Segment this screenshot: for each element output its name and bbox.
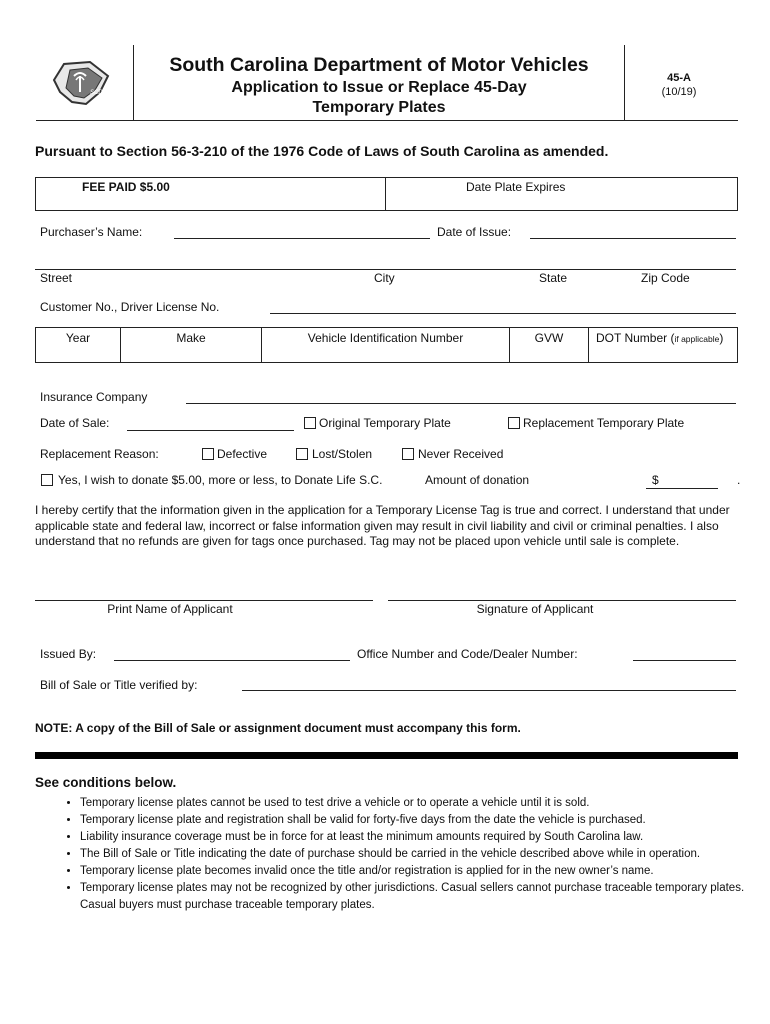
condition-item: • Temporary license plate and registration shall be valid for forty-five days from the date the vehicle is purchased. [80, 812, 760, 829]
date-of-sale-label: Date of Sale: [40, 416, 110, 430]
form-date: (10/19) [661, 86, 697, 98]
issued-by-label: Issued By: [40, 647, 97, 661]
date-of-issue-field[interactable] [530, 238, 736, 239]
form-number: 45-A [667, 72, 691, 84]
never-received-checkbox[interactable] [402, 448, 414, 460]
form-title-line2: Temporary Plates [312, 99, 446, 116]
customer-number-label: Customer No., Driver License No. [40, 300, 220, 314]
note-text: NOTE: A copy of the Bill of Sale or assignment document must accompany this form. [35, 721, 521, 735]
replacement-temporary-plate-checkbox[interactable] [508, 417, 520, 429]
condition-item: • Temporary license plates may not be recognized by other jurisdictions. Casual sellers cannot purchase traceable temporary plates. Casual buyers must purchase traceable temporary plates. [80, 880, 760, 914]
date-of-sale-field[interactable] [127, 430, 294, 431]
street-label: Street [40, 271, 73, 285]
print-name-label: Print Name of Applicant [107, 602, 233, 616]
dot-if-applicable: if applicable [674, 334, 720, 344]
make-header: Make [176, 331, 206, 345]
address-field[interactable] [35, 269, 736, 270]
donate-life-checkbox[interactable] [41, 474, 53, 486]
fee-paid-label: FEE PAID $5.00 [82, 180, 170, 194]
never-received-label: Never Received [418, 447, 504, 461]
donation-period: . [737, 473, 741, 487]
fee-box-divider [385, 177, 386, 210]
svg-text:SCDMV: SCDMV [90, 90, 112, 96]
certification-text: I hereby certify that the information given in the application for a Temporary License Tag is true and correct. I understand that under applicable state and federal law, incorrect or false information given may result in civil liability and civil or criminal penalties. I also understand that no refunds are given for tags once purchased. Tag may not be placed upon vehicle until sale is complete. [35, 503, 730, 548]
gvw-header: GVW [534, 331, 564, 345]
agency-title: South Carolina Department of Motor Vehicles [169, 54, 589, 76]
donate-life-label: Yes, I wish to donate $5.00, more or less, to Donate Life S.C. [58, 473, 383, 487]
thick-divider [35, 752, 738, 759]
signature-label: Signature of Applicant [476, 602, 594, 616]
defective-label: Defective [217, 447, 268, 461]
dollar-sign: $ [652, 473, 659, 487]
dot-number-header [596, 331, 723, 345]
insurance-company-label: Insurance Company [40, 390, 148, 404]
vin-header: Vehicle Identification Number [307, 331, 464, 345]
bill-of-sale-field[interactable] [242, 690, 736, 691]
statute-text: Pursuant to Section 56-3-210 of the 1976 Code of Laws of South Carolina as amended. [35, 143, 609, 159]
print-name-field[interactable] [35, 600, 373, 601]
signature-field[interactable] [388, 600, 736, 601]
date-plate-expires-label: Date Plate Expires [466, 180, 566, 194]
customer-number-field[interactable] [270, 313, 736, 314]
condition-item: • Temporary license plate becomes invalid once the title and/or registration is applied for in the new owner’s name. [80, 863, 760, 880]
issued-by-field[interactable] [114, 660, 350, 661]
office-number-field[interactable] [633, 660, 736, 661]
conditions-heading: See conditions below. [35, 775, 177, 790]
conditions-list [40, 795, 760, 914]
defective-checkbox[interactable] [202, 448, 214, 460]
city-label: City [374, 271, 395, 285]
state-label: State [539, 271, 568, 285]
replacement-reason-label: Replacement Reason: [40, 447, 159, 461]
purchaser-name-field[interactable] [174, 238, 430, 239]
dot-number-text: DOT Number ( [596, 331, 675, 345]
office-number-label: Office Number and Code/Dealer Number: [357, 647, 578, 661]
header-rule [36, 120, 738, 121]
replacement-temporary-plate-label: Replacement Temporary Plate [523, 416, 685, 430]
purchaser-name-label: Purchaser’s Name: [40, 225, 143, 239]
vehicle-table-divider [588, 327, 589, 362]
original-temporary-plate-label: Original Temporary Plate [319, 416, 451, 430]
dot-close-paren: ) [719, 331, 724, 345]
insurance-company-field[interactable] [186, 403, 736, 404]
bill-of-sale-label: Bill of Sale or Title verified by: [40, 678, 198, 692]
year-header: Year [65, 331, 91, 345]
lost-stolen-label: Lost/Stolen [312, 447, 373, 461]
condition-item: • Liability insurance coverage must be in force for at least the minimum amounts required by South Carolina law. [80, 829, 760, 846]
zip-code-label: Zip Code [641, 271, 690, 285]
condition-item: • Temporary license plates cannot be used to test drive a vehicle or to operate a vehicle until it is sold. [80, 795, 760, 812]
donation-amount-field[interactable] [646, 488, 718, 489]
date-of-issue-label: Date of Issue: [437, 225, 512, 239]
condition-item: • The Bill of Sale or Title indicating the date of purchase should be carried in the vehicle described above while in operation. [80, 846, 760, 863]
lost-stolen-checkbox[interactable] [296, 448, 308, 460]
original-temporary-plate-checkbox[interactable] [304, 417, 316, 429]
amount-of-donation-label: Amount of donation [425, 473, 530, 487]
sc-state-logo-icon [50, 58, 112, 108]
form-title-line1: Application to Issue or Replace 45-Day [231, 79, 527, 96]
